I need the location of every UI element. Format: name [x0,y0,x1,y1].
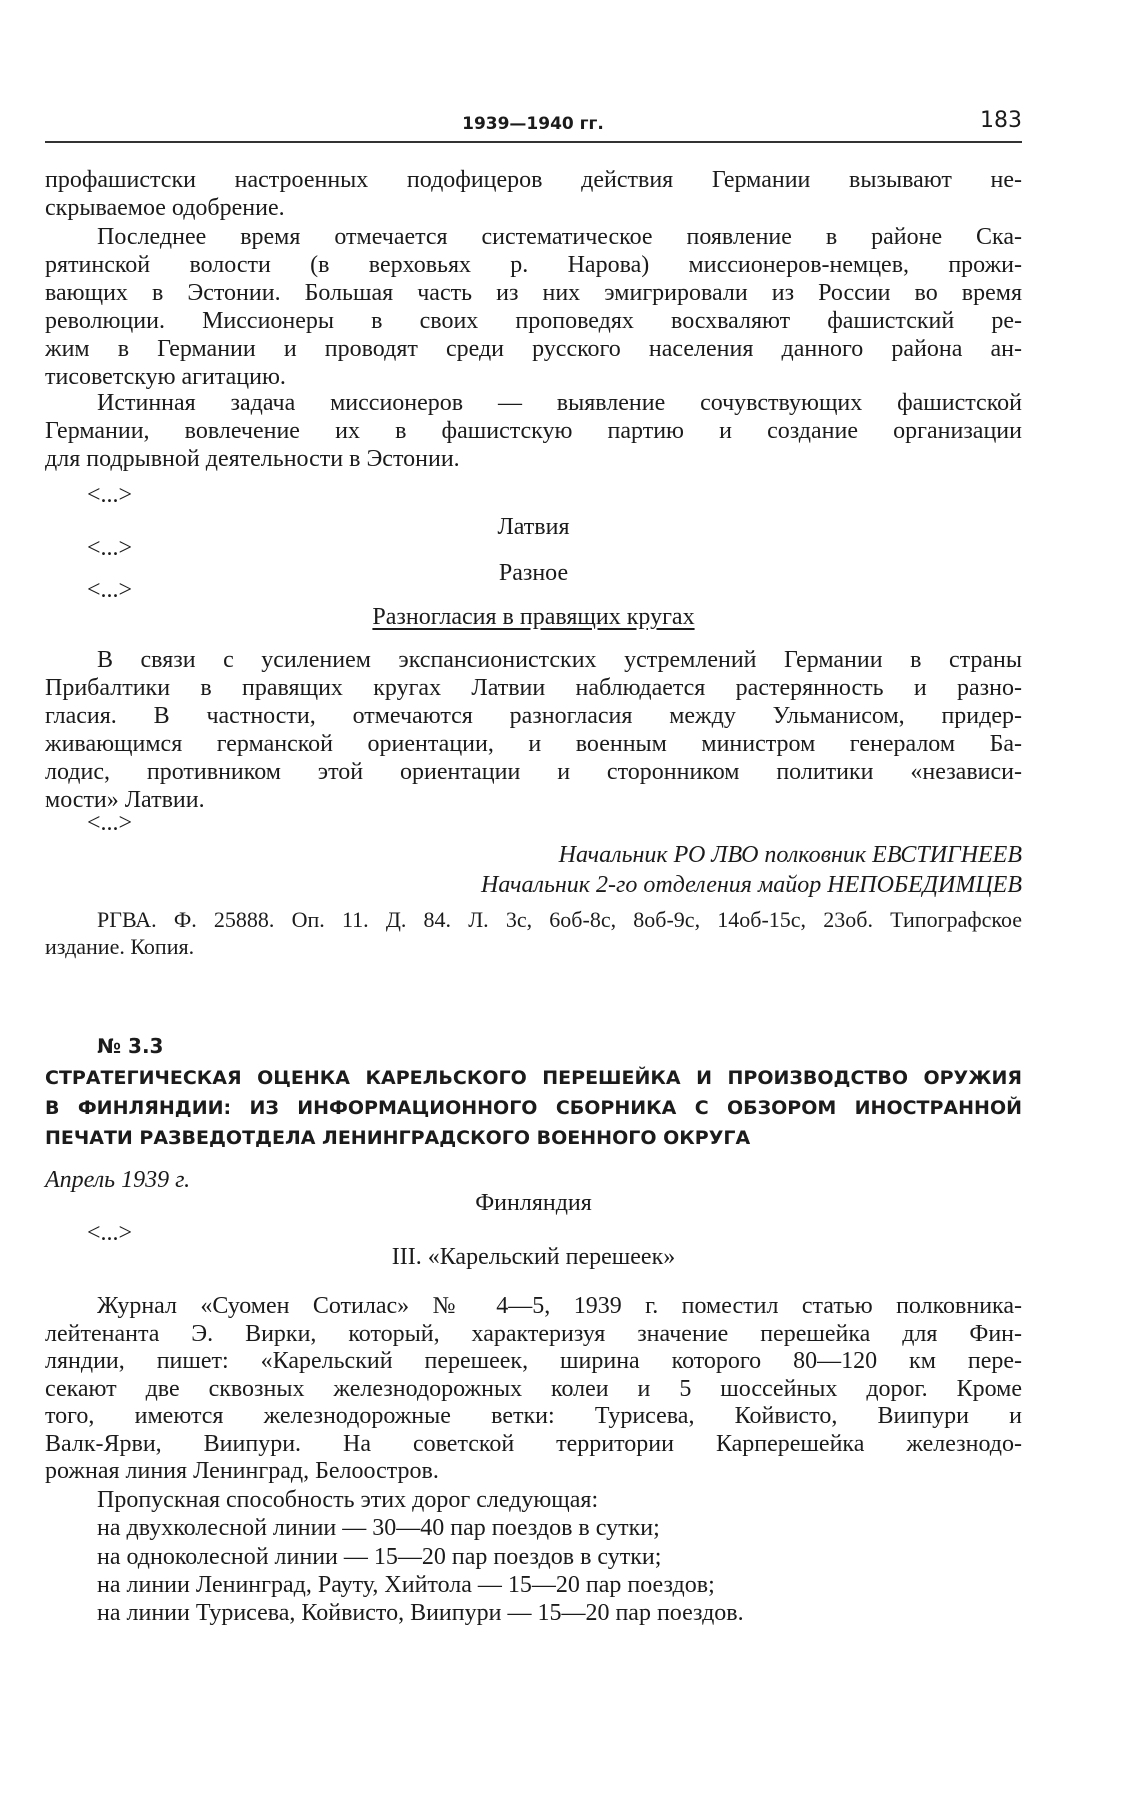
text-line: рятинской волости (в верховьях р. Нарова) миссионеров-немцев, прожи- [45,252,1022,278]
paragraph-4 [45,646,1022,814]
title-line: В ФИНЛЯНДИИ: ИЗ ИНФОРМАЦИОННОГО СБОРНИКА С ОБЗОРОМ ИНОСТРАННОЙ [45,1097,1022,1119]
text-line: мости» Латвии. [45,787,205,813]
header-rule [45,141,1022,143]
text-line: издание. Копия. [45,934,195,959]
text-line: ляндии, пишет: «Карельский перешеек, ширина которого 80—120 км пере- [45,1348,1022,1374]
document-date: Апрель 1939 г. [45,1167,191,1193]
list-item: на одноколесной линии — 15—20 пар поездов в сутки; [97,1543,662,1570]
text-line: профашистски настроенных подофицеров действия Германии вызывают не- [45,167,1022,193]
paragraph-3 [45,389,1022,473]
text-line: для подрывной деятельности в Эстонии. [45,446,460,472]
text-line: Прибалтики в правящих кругах Латвии наблюдается растерянность и разно- [45,675,1022,701]
paragraph-1 [45,166,1022,222]
list-item: на линии Ленинград, Рауту, Хийтола — 15—20 пар поездов; [97,1571,715,1598]
text-line: того, имеются железнодорожные ветки: Турисева, Койвисто, Виипури и [45,1403,1022,1429]
running-header-title: 1939—1940 гг. [462,114,604,134]
archive-citation [45,906,1022,960]
paragraph-5 [45,1293,1022,1486]
paragraph-2 [45,223,1022,391]
text-line: секают две сквозных железнодорожных колеи и 5 шоссейных дорог. Кроме [45,1375,1022,1402]
text-line: Журнал «Суомен Сотилас» № 4—5, 1939 г. поместил статью полковника- [97,1293,1022,1319]
text-line: гласия. В частности, отмечаются разногласия между Ульманисом, придер- [45,703,1022,729]
list-item: на линии Турисева, Койвисто, Виипури — 15—20 пар поездов. [97,1600,744,1627]
omission-marker: <...> [87,1220,133,1246]
text-line: живающимся германской ориентации, и военным министром генералом Ба- [45,731,1022,757]
text-line: Истинная задача миссионеров — выявление сочувствующих фашистской [97,390,1022,416]
omission-marker: <...> [87,810,133,836]
document-title [45,1063,1022,1153]
signature-1: Начальник РО ЛВО полковник ЕВСТИГНЕЕВ [558,842,1022,868]
text-line: лейтенанта Э. Вирки, который, характеризуя значение перешейка для Фин- [45,1320,1022,1347]
text-line: революции. Миссионеры в своих проповедях восхваляют фашистский ре- [45,308,1022,334]
omission-marker: <...> [87,535,133,561]
text-line: РГВА. Ф. 25888. Оп. 11. Д. 84. Л. 3с, 6об-8с, 8об-9с, 14об-15с, 23об. Типографское [97,907,1022,932]
signature-2: Начальник 2-го отделения майор НЕПОБЕДИМЦЕВ [481,872,1022,898]
text-line: жим в Германии и проводят среди русского населения данного района ан- [45,336,1022,362]
omission-marker: <...> [87,482,133,508]
page-number: 183 [980,108,1022,133]
section-heading-latvia: Латвия [497,514,570,540]
omission-marker: <...> [87,577,133,603]
text-line: скрываемое одобрение. [45,195,285,221]
text-line: Германии, вовлечение их в фашистскую партию и создание организации [45,418,1022,444]
subsection-heading-misc: Разное [498,560,569,586]
list-item: на двухколесной линии — 30—40 пар поездов в сутки; [97,1515,660,1542]
text-line: В связи с усилением экспансионистских устремлений Германии в страны [97,647,1022,673]
title-line: ПЕЧАТИ РАЗВЕДОТДЕЛА ЛЕНИНГРАДСКОГО ВОЕННОГО ОКРУГА [45,1127,751,1149]
subsection-heading-isthmus: III. «Карельский перешеек» [391,1244,676,1270]
text-line: рожная линия Ленинград, Белоостров. [45,1458,439,1484]
text-line: тисоветскую агитацию. [45,364,286,390]
capacity-list [45,1486,1022,1627]
document-number: № 3.3 [97,1034,164,1058]
section-heading-finland: Финляндия [475,1190,592,1216]
subsection-heading-disagreements [45,603,1022,631]
title-line: СТРАТЕГИЧЕСКАЯ ОЦЕНКА КАРЕЛЬСКОГО ПЕРЕШЕЙКА И ПРОИЗВОДСТВО ОРУЖИЯ [45,1067,1022,1089]
text-line: лодис, противником этой ориентации и сторонником политики «независи- [45,759,1022,785]
list-item: Пропускная способность этих дорог следующая: [97,1487,599,1513]
text-line: вающих в Эстонии. Большая часть из них эмигрировали из России во время [45,280,1022,306]
text-line: Последнее время отмечается систематическое появление в районе Ска- [97,224,1022,250]
underlined-heading: Разногласия в правящих кругах [372,604,695,630]
text-line: Валк-Ярви, Виипури. На советской территории Карперешейка железнодо- [45,1430,1022,1457]
